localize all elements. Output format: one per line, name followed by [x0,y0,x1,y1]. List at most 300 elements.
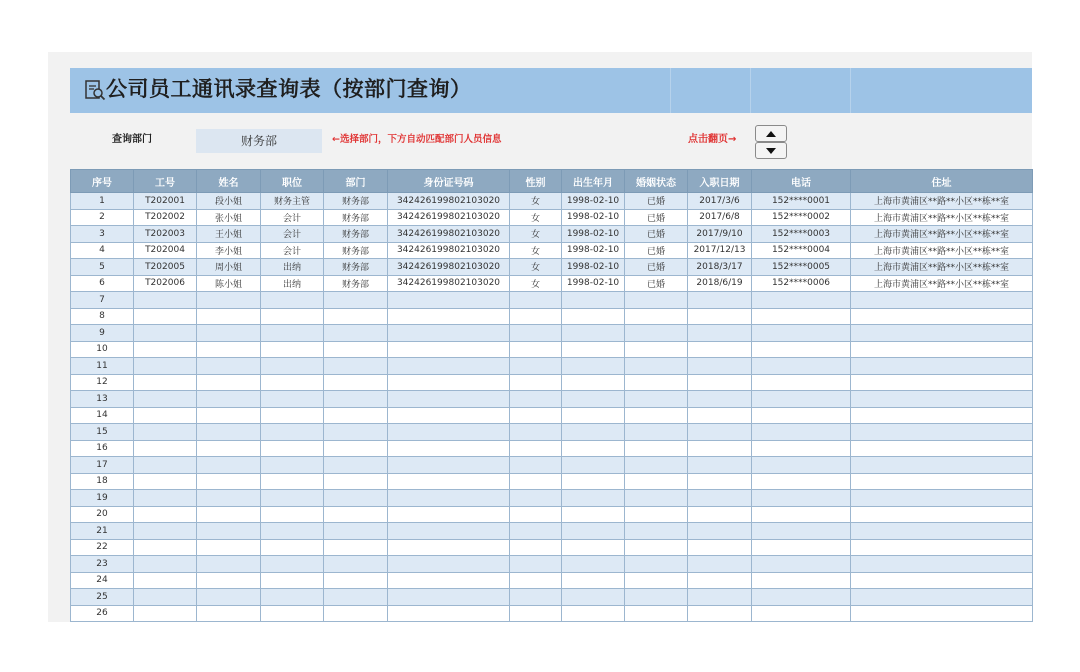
cell-hire-date[interactable]: 2018/3/17 [688,259,752,276]
cell-phone[interactable] [752,556,851,573]
cell-name[interactable] [197,506,261,523]
cell-hire-date[interactable]: 2017/9/10 [688,226,752,243]
cell-address[interactable] [851,341,1033,358]
cell-department[interactable] [324,473,388,490]
cell-name[interactable] [197,589,261,606]
cell-birth-date[interactable] [562,407,625,424]
cell-name[interactable]: 周小姐 [197,259,261,276]
cell-department[interactable]: 财务部 [324,226,388,243]
cell-index[interactable]: 5 [71,259,134,276]
cell-department[interactable]: 财务部 [324,275,388,292]
cell-gender[interactable] [510,391,562,408]
cell-employee-id[interactable]: T202005 [134,259,197,276]
cell-phone[interactable] [752,589,851,606]
cell-gender[interactable] [510,292,562,309]
cell-birth-date[interactable] [562,358,625,375]
cell-gender[interactable] [510,341,562,358]
dept-select[interactable]: 财务部 [196,129,322,153]
cell-phone[interactable] [752,308,851,325]
cell-name[interactable] [197,292,261,309]
cell-birth-date[interactable] [562,325,625,342]
column-header-position[interactable]: 职位 [261,170,324,193]
cell-employee-id[interactable]: T202004 [134,242,197,259]
cell-position[interactable] [261,292,324,309]
cell-name[interactable] [197,473,261,490]
cell-index[interactable]: 7 [71,292,134,309]
cell-position[interactable]: 出纳 [261,259,324,276]
cell-birth-date[interactable] [562,424,625,441]
cell-position[interactable] [261,457,324,474]
cell-name[interactable] [197,407,261,424]
cell-address[interactable] [851,539,1033,556]
page-up-button[interactable] [755,125,787,142]
cell-position[interactable] [261,358,324,375]
cell-department[interactable] [324,506,388,523]
cell-gender[interactable] [510,358,562,375]
cell-address[interactable]: 上海市黄浦区**路**小区**栋**室 [851,209,1033,226]
cell-index[interactable]: 26 [71,605,134,622]
column-header-department[interactable]: 部门 [324,170,388,193]
cell-hire-date[interactable] [688,407,752,424]
cell-employee-id[interactable] [134,424,197,441]
cell-hire-date[interactable] [688,374,752,391]
cell-marital-status[interactable] [625,539,688,556]
cell-birth-date[interactable] [562,308,625,325]
cell-address[interactable]: 上海市黄浦区**路**小区**栋**室 [851,242,1033,259]
cell-gender[interactable] [510,572,562,589]
cell-index[interactable]: 15 [71,424,134,441]
cell-position[interactable] [261,605,324,622]
cell-birth-date[interactable] [562,391,625,408]
cell-position[interactable]: 会计 [261,242,324,259]
cell-name[interactable]: 段小姐 [197,193,261,210]
cell-phone[interactable] [752,341,851,358]
cell-hire-date[interactable] [688,473,752,490]
cell-phone[interactable] [752,572,851,589]
cell-department[interactable] [324,457,388,474]
cell-employee-id[interactable] [134,556,197,573]
cell-department[interactable] [324,589,388,606]
cell-birth-date[interactable]: 1998-02-10 [562,209,625,226]
column-header-employee-id[interactable]: 工号 [134,170,197,193]
cell-id-number[interactable]: 342426199802103020 [388,209,510,226]
cell-name[interactable] [197,358,261,375]
cell-hire-date[interactable] [688,424,752,441]
cell-id-number[interactable]: 342426199802103020 [388,242,510,259]
cell-address[interactable] [851,325,1033,342]
column-header-phone[interactable]: 电话 [752,170,851,193]
cell-id-number[interactable] [388,473,510,490]
cell-id-number[interactable] [388,391,510,408]
cell-address[interactable] [851,523,1033,540]
cell-birth-date[interactable] [562,589,625,606]
cell-phone[interactable] [752,325,851,342]
cell-address[interactable] [851,424,1033,441]
cell-employee-id[interactable]: T202003 [134,226,197,243]
cell-marital-status[interactable]: 已婚 [625,226,688,243]
cell-phone[interactable]: 152****0004 [752,242,851,259]
column-header-hire-date[interactable]: 入职日期 [688,170,752,193]
cell-index[interactable]: 4 [71,242,134,259]
column-header-address[interactable]: 住址 [851,170,1033,193]
cell-id-number[interactable] [388,325,510,342]
cell-gender[interactable] [510,374,562,391]
cell-name[interactable] [197,325,261,342]
cell-marital-status[interactable] [625,407,688,424]
cell-id-number[interactable] [388,407,510,424]
cell-address[interactable] [851,391,1033,408]
cell-name[interactable] [197,539,261,556]
cell-hire-date[interactable] [688,341,752,358]
cell-name[interactable] [197,374,261,391]
cell-hire-date[interactable] [688,539,752,556]
cell-phone[interactable] [752,523,851,540]
cell-marital-status[interactable] [625,506,688,523]
cell-position[interactable]: 出纳 [261,275,324,292]
cell-employee-id[interactable] [134,473,197,490]
cell-phone[interactable]: 152****0002 [752,209,851,226]
cell-hire-date[interactable]: 2017/12/13 [688,242,752,259]
cell-address[interactable] [851,358,1033,375]
cell-employee-id[interactable] [134,341,197,358]
cell-marital-status[interactable] [625,440,688,457]
cell-department[interactable]: 财务部 [324,242,388,259]
cell-id-number[interactable] [388,539,510,556]
cell-index[interactable]: 13 [71,391,134,408]
cell-position[interactable] [261,341,324,358]
cell-address[interactable] [851,308,1033,325]
cell-address[interactable] [851,506,1033,523]
cell-id-number[interactable] [388,589,510,606]
cell-department[interactable] [324,539,388,556]
cell-name[interactable] [197,424,261,441]
cell-employee-id[interactable] [134,308,197,325]
cell-gender[interactable] [510,308,562,325]
cell-id-number[interactable]: 342426199802103020 [388,226,510,243]
cell-phone[interactable]: 152****0001 [752,193,851,210]
cell-phone[interactable]: 152****0005 [752,259,851,276]
cell-marital-status[interactable]: 已婚 [625,193,688,210]
cell-phone[interactable]: 152****0006 [752,275,851,292]
cell-hire-date[interactable]: 2017/6/8 [688,209,752,226]
cell-gender[interactable] [510,605,562,622]
cell-phone[interactable] [752,292,851,309]
cell-phone[interactable] [752,490,851,507]
cell-birth-date[interactable]: 1998-02-10 [562,226,625,243]
cell-gender[interactable]: 女 [510,209,562,226]
cell-employee-id[interactable] [134,457,197,474]
cell-address[interactable] [851,605,1033,622]
cell-marital-status[interactable] [625,292,688,309]
cell-employee-id[interactable] [134,523,197,540]
cell-department[interactable] [324,440,388,457]
cell-gender[interactable] [510,539,562,556]
cell-position[interactable] [261,440,324,457]
cell-employee-id[interactable] [134,407,197,424]
cell-phone[interactable] [752,391,851,408]
cell-id-number[interactable] [388,523,510,540]
cell-marital-status[interactable] [625,374,688,391]
cell-position[interactable]: 会计 [261,209,324,226]
cell-name[interactable] [197,391,261,408]
cell-employee-id[interactable]: T202001 [134,193,197,210]
cell-address[interactable] [851,292,1033,309]
cell-marital-status[interactable] [625,490,688,507]
cell-marital-status[interactable]: 已婚 [625,209,688,226]
column-header-birth-date[interactable]: 出生年月 [562,170,625,193]
cell-employee-id[interactable] [134,490,197,507]
cell-position[interactable] [261,572,324,589]
column-header-id-number[interactable]: 身份证号码 [388,170,510,193]
cell-id-number[interactable]: 342426199802103020 [388,193,510,210]
cell-phone[interactable] [752,457,851,474]
cell-address[interactable]: 上海市黄浦区**路**小区**栋**室 [851,259,1033,276]
cell-department[interactable] [324,490,388,507]
cell-position[interactable] [261,325,324,342]
cell-phone[interactable] [752,440,851,457]
cell-address[interactable]: 上海市黄浦区**路**小区**栋**室 [851,193,1033,210]
cell-name[interactable] [197,605,261,622]
cell-phone[interactable] [752,374,851,391]
cell-employee-id[interactable]: T202006 [134,275,197,292]
cell-address[interactable] [851,589,1033,606]
cell-employee-id[interactable] [134,440,197,457]
cell-marital-status[interactable] [625,391,688,408]
cell-hire-date[interactable] [688,556,752,573]
cell-marital-status[interactable] [625,523,688,540]
cell-name[interactable] [197,457,261,474]
cell-index[interactable]: 14 [71,407,134,424]
cell-address[interactable] [851,374,1033,391]
cell-phone[interactable] [752,424,851,441]
cell-id-number[interactable] [388,308,510,325]
cell-index[interactable]: 20 [71,506,134,523]
cell-birth-date[interactable] [562,572,625,589]
column-header-index[interactable]: 序号 [71,170,134,193]
cell-department[interactable] [324,391,388,408]
cell-department[interactable] [324,374,388,391]
cell-hire-date[interactable] [688,605,752,622]
cell-id-number[interactable] [388,506,510,523]
cell-name[interactable]: 陈小姐 [197,275,261,292]
cell-index[interactable]: 8 [71,308,134,325]
cell-marital-status[interactable]: 已婚 [625,242,688,259]
cell-gender[interactable] [510,589,562,606]
column-header-gender[interactable]: 性别 [510,170,562,193]
cell-hire-date[interactable] [688,391,752,408]
cell-name[interactable]: 李小姐 [197,242,261,259]
cell-position[interactable] [261,490,324,507]
cell-id-number[interactable]: 342426199802103020 [388,275,510,292]
cell-birth-date[interactable] [562,506,625,523]
cell-phone[interactable] [752,358,851,375]
cell-department[interactable] [324,407,388,424]
cell-hire-date[interactable]: 2017/3/6 [688,193,752,210]
cell-birth-date[interactable] [562,440,625,457]
cell-marital-status[interactable]: 已婚 [625,259,688,276]
cell-department[interactable] [324,292,388,309]
cell-employee-id[interactable]: T202002 [134,209,197,226]
cell-position[interactable] [261,506,324,523]
cell-name[interactable]: 王小姐 [197,226,261,243]
cell-position[interactable]: 财务主管 [261,193,324,210]
cell-birth-date[interactable] [562,457,625,474]
cell-index[interactable]: 18 [71,473,134,490]
cell-phone[interactable]: 152****0003 [752,226,851,243]
cell-hire-date[interactable] [688,457,752,474]
cell-department[interactable] [324,523,388,540]
cell-name[interactable] [197,490,261,507]
cell-hire-date[interactable] [688,358,752,375]
cell-employee-id[interactable] [134,292,197,309]
cell-id-number[interactable] [388,358,510,375]
cell-birth-date[interactable] [562,292,625,309]
cell-birth-date[interactable] [562,341,625,358]
cell-hire-date[interactable] [688,523,752,540]
cell-index[interactable]: 11 [71,358,134,375]
cell-department[interactable]: 财务部 [324,209,388,226]
cell-hire-date[interactable] [688,490,752,507]
cell-gender[interactable]: 女 [510,259,562,276]
cell-position[interactable] [261,308,324,325]
cell-name[interactable] [197,440,261,457]
cell-address[interactable] [851,490,1033,507]
cell-position[interactable] [261,523,324,540]
cell-hire-date[interactable]: 2018/6/19 [688,275,752,292]
cell-marital-status[interactable] [625,424,688,441]
cell-index[interactable]: 23 [71,556,134,573]
cell-id-number[interactable] [388,440,510,457]
cell-index[interactable]: 19 [71,490,134,507]
cell-gender[interactable] [510,556,562,573]
cell-department[interactable] [324,572,388,589]
cell-index[interactable]: 16 [71,440,134,457]
cell-index[interactable]: 25 [71,589,134,606]
cell-position[interactable] [261,407,324,424]
cell-hire-date[interactable] [688,292,752,309]
cell-gender[interactable] [510,424,562,441]
cell-gender[interactable] [510,325,562,342]
cell-employee-id[interactable] [134,325,197,342]
cell-gender[interactable]: 女 [510,226,562,243]
cell-phone[interactable] [752,506,851,523]
cell-id-number[interactable] [388,374,510,391]
cell-address[interactable] [851,473,1033,490]
cell-employee-id[interactable] [134,589,197,606]
cell-name[interactable] [197,308,261,325]
cell-birth-date[interactable]: 1998-02-10 [562,193,625,210]
cell-marital-status[interactable] [625,605,688,622]
cell-birth-date[interactable] [562,556,625,573]
cell-id-number[interactable] [388,572,510,589]
cell-id-number[interactable]: 342426199802103020 [388,259,510,276]
cell-name[interactable] [197,572,261,589]
cell-address[interactable] [851,556,1033,573]
cell-gender[interactable]: 女 [510,275,562,292]
cell-name[interactable] [197,341,261,358]
cell-employee-id[interactable] [134,391,197,408]
cell-position[interactable] [261,374,324,391]
cell-address[interactable]: 上海市黄浦区**路**小区**栋**室 [851,226,1033,243]
cell-marital-status[interactable] [625,308,688,325]
cell-phone[interactable] [752,407,851,424]
cell-address[interactable] [851,572,1033,589]
cell-birth-date[interactable] [562,539,625,556]
cell-employee-id[interactable] [134,506,197,523]
cell-marital-status[interactable] [625,457,688,474]
cell-department[interactable] [324,605,388,622]
cell-position[interactable]: 会计 [261,226,324,243]
cell-gender[interactable] [510,523,562,540]
cell-department[interactable] [324,308,388,325]
cell-birth-date[interactable]: 1998-02-10 [562,275,625,292]
cell-gender[interactable] [510,407,562,424]
cell-id-number[interactable] [388,424,510,441]
cell-phone[interactable] [752,473,851,490]
cell-gender[interactable] [510,473,562,490]
cell-department[interactable] [324,325,388,342]
cell-department[interactable] [324,424,388,441]
cell-marital-status[interactable]: 已婚 [625,275,688,292]
cell-phone[interactable] [752,605,851,622]
cell-position[interactable] [261,424,324,441]
cell-gender[interactable]: 女 [510,193,562,210]
cell-gender[interactable] [510,440,562,457]
cell-department[interactable] [324,358,388,375]
cell-marital-status[interactable] [625,341,688,358]
cell-index[interactable]: 10 [71,341,134,358]
cell-birth-date[interactable] [562,374,625,391]
cell-index[interactable]: 2 [71,209,134,226]
cell-hire-date[interactable] [688,506,752,523]
cell-birth-date[interactable] [562,490,625,507]
cell-id-number[interactable] [388,490,510,507]
cell-position[interactable] [261,391,324,408]
cell-address[interactable] [851,440,1033,457]
cell-phone[interactable] [752,539,851,556]
cell-birth-date[interactable] [562,473,625,490]
cell-name[interactable]: 张小姐 [197,209,261,226]
cell-marital-status[interactable] [625,325,688,342]
cell-employee-id[interactable] [134,374,197,391]
cell-index[interactable]: 22 [71,539,134,556]
cell-marital-status[interactable] [625,556,688,573]
cell-id-number[interactable] [388,457,510,474]
cell-index[interactable]: 21 [71,523,134,540]
cell-name[interactable] [197,523,261,540]
cell-marital-status[interactable] [625,572,688,589]
cell-position[interactable] [261,556,324,573]
cell-employee-id[interactable] [134,572,197,589]
cell-marital-status[interactable] [625,358,688,375]
cell-gender[interactable] [510,490,562,507]
cell-index[interactable]: 24 [71,572,134,589]
cell-hire-date[interactable] [688,308,752,325]
cell-department[interactable]: 财务部 [324,193,388,210]
cell-id-number[interactable] [388,556,510,573]
cell-birth-date[interactable]: 1998-02-10 [562,242,625,259]
cell-gender[interactable]: 女 [510,242,562,259]
cell-department[interactable]: 财务部 [324,259,388,276]
cell-birth-date[interactable] [562,605,625,622]
cell-index[interactable]: 12 [71,374,134,391]
cell-id-number[interactable] [388,292,510,309]
cell-employee-id[interactable] [134,605,197,622]
cell-position[interactable] [261,539,324,556]
cell-id-number[interactable] [388,605,510,622]
cell-employee-id[interactable] [134,358,197,375]
cell-index[interactable]: 3 [71,226,134,243]
